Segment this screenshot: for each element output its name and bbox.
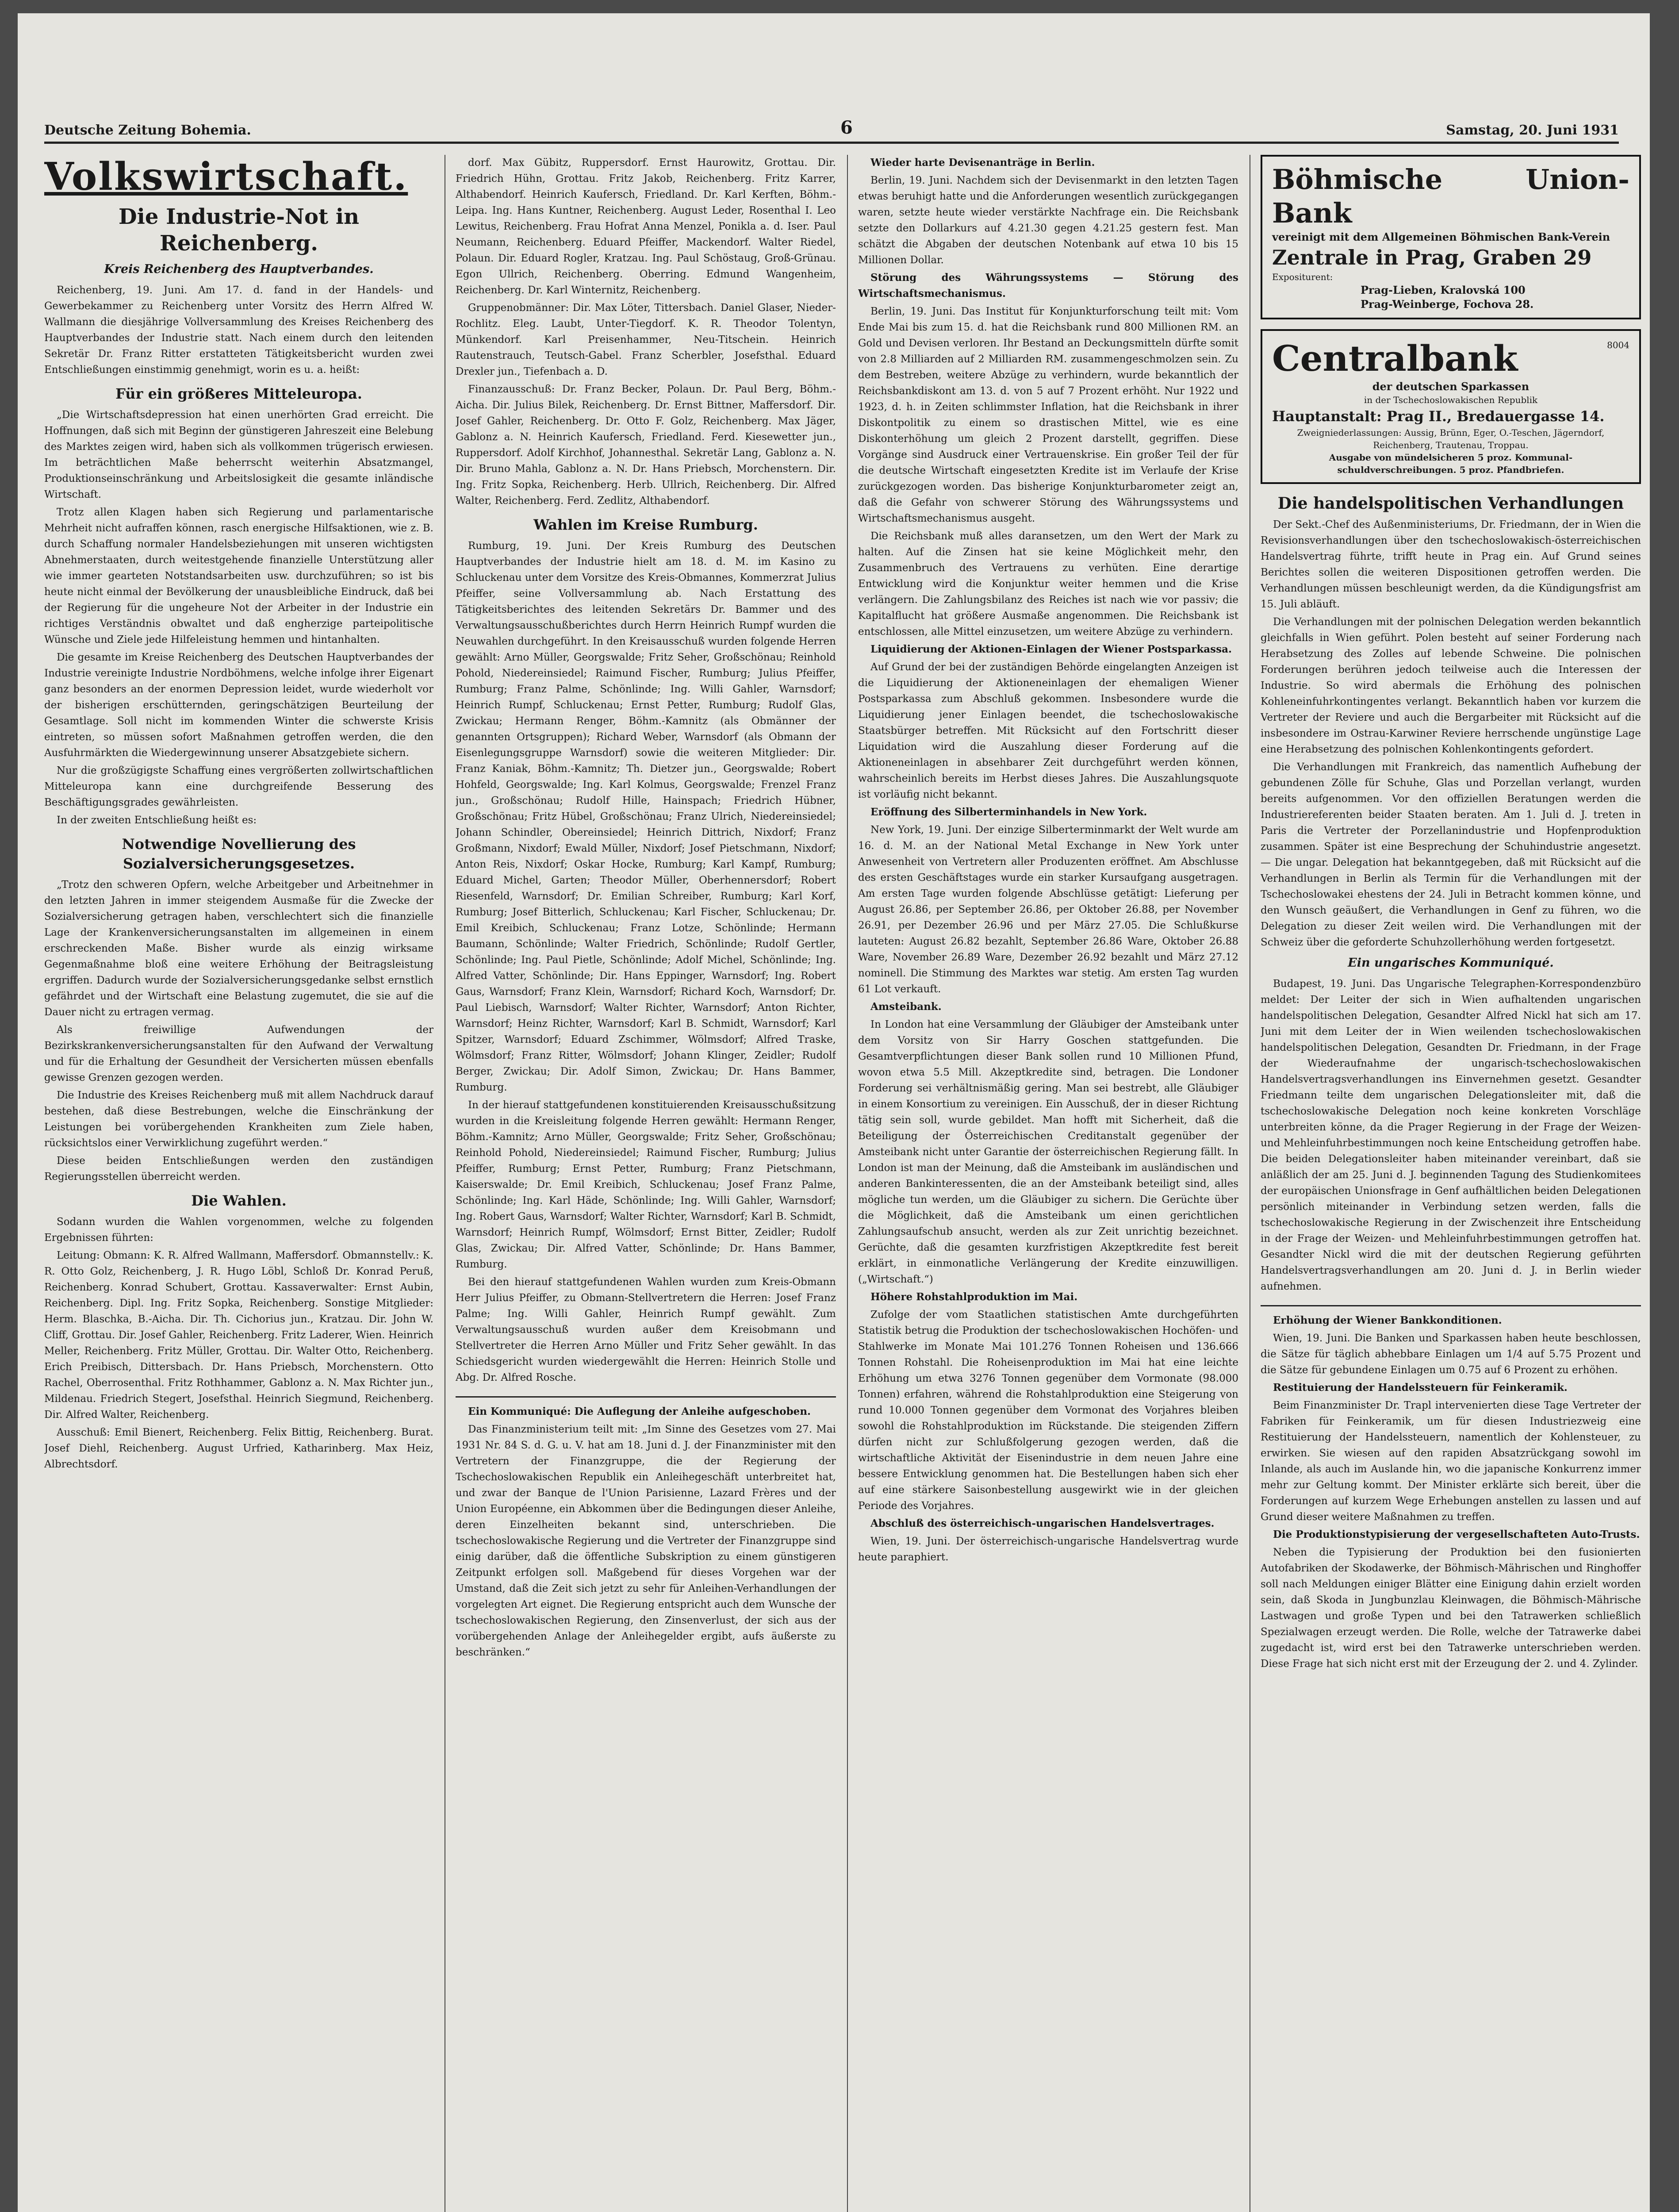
- headline-wahlen-rumburg: Wahlen im Kreise Rumburg.: [533, 516, 758, 533]
- paragraph: Ausschuß: Emil Bienert, Reichenberg. Felix Bittig, Reichenberg. Burat. Josef Diehl, Reichenberg. August Urfried, Katharinberg. Max Heiz, Albrechtsdorf.: [44, 1427, 433, 1470]
- advertisement-centralbank: [1261, 329, 1641, 484]
- newspaper-name: Deutsche Zeitung Bohemia.: [44, 123, 251, 138]
- subheading-sozialversicherung: Notwendige Novellierung des Sozialversicherungsgesetzes.: [122, 836, 356, 872]
- article-subtitle: Kreis Reichenberg des Hauptverbandes.: [104, 262, 374, 276]
- paragraph: Als freiwillige Aufwendungen der Bezirkskrankenversicherungsanstalten für den Aufwand der Verwaltung und für die Erhaltung der Gesundheit der Versicherten müssen ebenfalls gewisse Grenzen gezogen werden.: [44, 1024, 433, 1083]
- headline-bankkonditionen: Erhöhung der Wiener Bankkonditionen.: [1273, 1314, 1502, 1326]
- ad-centralbank-subtitle-2: in der Tschechoslowakischen Republik: [1364, 395, 1538, 405]
- paragraph: Die Industrie des Kreises Reichenberg muß mit allem Nachdruck darauf bestehen, daß diese Bestrebungen, welche die Einschränkung der Leistungen bei vorübergehenden Krankheiten zum Ziele haben, rücksichtslos einer Verwirklichung zugeführt werden.“: [44, 1090, 433, 1149]
- paragraph: Beim Finanzminister Dr. Trapl intervenierten diese Tage Vertreter der Fabriken für Feinkeramik, um für diesen Industriezweig eine Restituierung der Handelssteuern, namentlich der Kohlensteuer, zu erwirken. Sie wiesen auf den rapiden Absatzrückgang sowohl im Inlande, als auch im Auslande hin, wo die japanische Konkurrenz immer mehr zur Geltung kommt. Der Minister erklärte sich bereit, über die Forderungen auf kurzem Wege Erhebungen anstellen zu lassen und auf Grund dieser weitere Maßnahmen zu treffen.: [1261, 1400, 1641, 1523]
- headline-waehrungssystem: Störung des Währungssystems — Störung des Wirtschaftsmechanismus.: [858, 272, 1238, 300]
- ad-centralbank-subtitle: der deutschen Sparkassen: [1372, 380, 1530, 393]
- ad-bank-branch: Prag-Weinberge, Fochova 28.: [1361, 298, 1534, 311]
- paragraph: Zufolge der vom Staatlichen statistischen Amte durchgeführten Statistik betrug die Produktion der tschechoslowakischen Hochöfen- und Stahlwerke im Monate Mai 101.276 Tonnen Roheisen und 136.666 Tonnen Rohstahl. Die Roheisenproduktion im Mai hat eine leichte Erhöhung um etwa 3276 Tonnen gegenüber dem Vormonate (98.000 Tonnen) erfahren, während die Rohstahlproduktion eine Steigerung von rund 10.000 Tonnen gegenüber dem Vormonat des Vorjahres bleiben sowohl die Rohstahlproduktion im Rückstande. Die steigenden Ziffern dürfen nicht zur Schlußfolgerung gezogen werden, daß die wirtschaftliche Aktivität der Eisenindustrie in dem neuen Jahre eine bessere Entwicklung genommen hat. Die Bestellungen haben sich eher auf eine stärkere Saisonbestellung ausgewirkt wie in der gleichen Periode des Vorjahres.: [858, 1309, 1238, 1512]
- headline-handelsvertrag: Abschluß des österreichisch-ungarischen Handelsvertrages.: [870, 1517, 1215, 1529]
- paragraph: Die gesamte im Kreise Reichenberg des Deutschen Hauptverbandes der Industrie vereinigte Industrie Nordböhmens, welche infolge ihrer Eigenart ganz besonders an der enormen Depression leidet, wurde wiederholt vor der bisherigen erschütternden, geringschätzigen Beurteilung der Gesamtlage. Soll nicht im kommenden Winter die schwerste Krisis eintreten, so müssen sofort Maßnahmen getroffen werden, die den Ausfuhrmärkten die Wiedergewinnung unserer Absatzgebiete sichern.: [44, 652, 433, 759]
- paragraph: Rumburg, 19. Juni. Der Kreis Rumburg des Deutschen Hauptverbandes der Industrie hielt am 18. d. M. im Kasino zu Schluckenau unter dem Vorsitze des Kreis-Obmannes, Kommerzrat Julius Pfeiffer, seine Vollversammlung ab. Nach Erstattung des Tätigkeitsberichtes des leitenden Sekretärs Dr. Bammer und des Verwaltungsausschußberichtes durch Herrn Heinrich Rumpf wurden die Neuwahlen durchgeführt. In den Kreisausschuß wurden folgende Herren gewählt: Arno Müller, Georgswalde; Fritz Seher, Großschönau; Reinhold Pohold, Niedereinsiedel; Raimund Fischer, Rumburg; Julius Pfeiffer, Rumburg; Franz Palme, Schönlinde; Ing. Willi Gahler, Warnsdorf; Heinrich Rumpf, Schluckenau; Ernst Petter, Rumburg; Rudolf Glas, Zwickau; Hermann Renger, Böhm.-Kamnitz (als Obmänner der genannten Ortsgruppen); Richard Weber, Warnsdorf (als Obmann der Eisenlegungsgruppe Warnsdorf) sowie die weiteren Mitglieder: Dir. Franz Kaniak, Böhm.-Kamnitz; Th. Dietzer jun., Georgswalde; Robert Hohfeld, Georgswalde; Ing. Karl Kolmus, Georgswalde; Frenzel Franz jun., Großschönau; Rudolf Hille, Hainspach; Friedrich Hübner, Großschönau; Fritz Hübel, Großschönau; Franz Ulrich, Niedereinsiedel; Johann Schindler, Obereinsiedel; Heinrich Dittrich, Nixdorf; Franz Großmann, Nixdorf; Ewald Müller, Nixdorf; Josef Pietschmann, Nixdorf; Anton Reis, Nixdorf; Oskar Hocke, Rumburg; Karl Kampf, Rumburg; Eduard Michel, Garten; Theodor Müller, Oberhennersdorf; Robert Riesenfeld, Warnsdorf; Dr. Emilian Schreiber, Rumburg; Karl Korf, Rumburg; Josef Bitterlich, Schluckenau; Karl Fischer, Schluckenau; Dr. Emil Kreibich, Schluckenau; Franz Lotze, Schönlinde; Hermann Baumann, Schönlinde; Walter Friedrich, Schönlinde; Rudolf Gertler, Schönlinde; Ing. Paul Pietle, Schönlinde; Adolf Michel, Schönlinde; Ing. Alfred Vatter, Schönlinde; Dir. Hans Eppinger, Warnsdorf; Ing. Robert Gaus, Warnsdorf; Franz Klein, Warnsdorf; Richard Koch, Warnsdorf; Dr. Paul Liebisch, Warnsdorf; Walter Richter, Warnsdorf; Anton Richter, Warnsdorf; Heinz Richter, Warnsdorf; Karl B. Schmidt, Warnsdorf; Karl Spitzer, Warnsdorf; Eduard Zschimmer, Wölmsdorf; Alfred Traske, Wölmsdorf; Franz Ritter, Wölmsdorf; Johann Klinger, Zeidler; Rudolf Berger, Zwickau; Dir. Adolf Simon, Zwickau; Dr. Hans Bammer, Rumburg.: [456, 540, 836, 1093]
- paragraph: In der hierauf stattgefundenen konstituierenden Kreisausschußsitzung wurden in die Kreisleitung folgende Herren gewählt: Hermann Renger, Böhm.-Kamnitz; Arno Müller, Georgswalde; Fritz Seher, Großschönau; Reinhold Pohold, Niedereinsiedel; Raimund Fischer, Rumburg; Julius Pfeiffer, Rumburg; Ernst Petter, Rumburg; Franz Pietschmann, Kaiserswalde; Dr. Emil Kreibich, Schluckenau; Josef Franz Palme, Schönlinde; Ing. Karl Häde, Schönlinde; Ing. Willi Gahler, Warnsdorf; Ing. Robert Gaus, Warnsdorf; Walter Richter, Warnsdorf; Karl B. Schmidt, Warnsdorf; Heinrich Rumpf, Wölmsdorf; Ernst Bitter, Zeidler; Rudolf Glas, Zwickau; Dir. Alfred Vatter, Schönlinde; Dr. Hans Bammer, Rumburg.: [456, 1099, 836, 1270]
- ad-bank-name: Böhmische Union-Bank: [1272, 163, 1629, 229]
- section-title: Volkswirtschaft.: [44, 155, 408, 199]
- paragraph: Wien, 19. Juni. Der österreichisch-ungarische Handelsvertrag wurde heute paraphiert.: [858, 1536, 1238, 1563]
- paragraph: Berlin, 19. Juni. Das Institut für Konjunkturforschung teilt mit: Vom Ende Mai bis zum 15. d. hat die Reichsbank rund 800 Millionen RM. an Gold und Devisen verloren. Ihr Bestand an Deckungsmitteln dürfte somit von 2.8 Milliarden auf 2 Milliarden RM. zusammengeschmolzen sein. Zu dem Bestreben, weitere Abzüge zu verhindern, wurde bekanntlich der Reichsbankdiskont am 13. d. von 5 auf 7 Prozent erhöht. Nur 1922 und 1923, d. h. in Zeiten schlimmster Inflation, hat die Reichsbank in ihrer Diskontpolitik zu einem so drastischen Mittel, wie es eine Diskonterhöhung um gleich 2 Prozent darstellt, gegriffen. Diese Vorgänge sind Ausdruck einer Vertrauenskrise. Ein großer Teil der für die deutsche Wirtschaft eingesetzten Kredite ist im Verlaufe der Krise zurückgezogen worden. Das bisherige Konjunkturbarometer zeigt an, daß die Gefahr von schwerer Störung des Währungssystems und Wirtschaftsmechanismus ausgeht.: [858, 306, 1238, 524]
- headline-rohstahlproduktion: Höhere Rohstahlproduktion im Mai.: [870, 1291, 1078, 1303]
- paragraph: Finanzausschuß: Dr. Franz Becker, Polaun. Dr. Paul Berg, Böhm.-Aicha. Dir. Julius Bilek, Reichenberg. Dr. Ernst Bittner, Maffersdorf. Dir. Josef Gahler, Reichenberg. Dr. Otto F. Golz, Reichenberg. Max Jäger, Gablonz a. N. Heinrich Kaufersch, Friedland. Ferd. Kiesewetter jun., Ruppersdorf. Adolf Kirchhof, Johannesthal. Sekretär Lang, Gablonz a. N. Dir. Bruno Mahla, Gablonz a. N. Dr. Hans Priebsch, Morchenstern. Dir. Ing. Fritz Sopka, Reichenberg. Herb. Ullrich, Reichenberg. Dir. Alfred Walter, Reichenberg. Ferd. Zedlitz, Althabendorf.: [456, 384, 836, 507]
- headline-amsteibank: Amsteibank.: [870, 1001, 942, 1013]
- paragraph: Diese beiden Entschließungen werden den zuständigen Regierungsstellen überreicht werden.: [44, 1155, 433, 1183]
- headline-silberterminhandel: Eröffnung des Silberterminhandels in New York.: [870, 806, 1147, 818]
- ad-centralbank-main: Hauptanstalt: Prag II., Bredauergasse 14.: [1272, 408, 1605, 425]
- paragraph: Der Sekt.-Chef des Außenministeriums, Dr. Friedmann, der in Wien die Revisionsverhandlungen über den tschechoslowakisch-österreichischen Handelsvertrag führte, trifft heute in Prag ein. Auf Grund seines Berichtes sollen die weiteren Dispositionen getroffen werden. Die Verhandlungen müssen beschleunigt werden, da die Kündigungsfrist am 15. Juli abläuft.: [1261, 519, 1641, 610]
- headline-industrie-not: Die Industrie-Not in Reichenberg.: [118, 204, 359, 256]
- subheading-mitteleuropa: Für ein größeres Mitteleuropa.: [115, 385, 362, 402]
- column-3: [858, 155, 1238, 2212]
- paragraph: Auf Grund der bei der zuständigen Behörde eingelangten Anzeigen ist die Liquidierung der Aktioneneinlagen der ehemaligen Wiener Postsparkassa zum Abschluß gekommen. Insbesondere wurde die Liquidierung jener Einlagen beendet, die tschechoslowakische Staatsbürger betreffen. Mit Rücksicht auf den Fortschritt dieser Liquidation wird die Auszahlung dieser Forderung auf die Aktioneneinlagen in absehbarer Zeit durchgeführt werden können, wahrscheinlich bereits im Herbst dieses Jahres. Die Auszahlungsquote ist vorläufig nicht bekannt.: [858, 661, 1238, 800]
- ad-code: 8004: [1607, 340, 1629, 350]
- ad-centralbank-note: Ausgabe von mündelsicheren 5 proz. Kommunal-schuldverschreibungen. 5 proz. Pfandbriefen.: [1329, 452, 1573, 475]
- issue-date: Samstag, 20. Juni 1931: [1446, 123, 1619, 138]
- paragraph: Leitung: Obmann: K. R. Alfred Wallmann, Maffersdorf. Obmannstellv.: K. R. Otto Golz, Reichenberg, J. R. Hugo Löbl, Schloß Dr. Konrad Peruß, Reichenberg. Konrad Schubert, Grottau. Kassaverwalter: Ernst Aubin, Reichenberg. Dipl. Ing. Fritz Sopka, Reichenberg. Sonstige Mitglieder: Herm. Blaschka, B.-Aicha. Dir. Th. Cichorius jun., Kratzau. Dir. John W. Cliff, Grottau. Dir. Josef Gahler, Reichenberg. Fritz Laderer, Wien. Heinrich Meller, Reichenberg. Fritz Müller, Grottau. Dir. Walter Otto, Reichenberg. Erich Preibisch, Dittersbach. Dr. Hans Priebsch, Morchenstern. Otto Rachel, Oberrosenthal. Fritz Rothhammer, Gablonz a. N. Max Richter jun., Mildenau. Friedrich Stegert, Josefsthal. Heinrich Siegmund, Reichenberg. Dir. Alfred Walter, Reichenberg.: [44, 1250, 433, 1421]
- paragraph: Bei den hierauf stattgefundenen Wahlen wurden zum Kreis-Obmann Herr Julius Pfeiffer, zu Obmann-Stellvertretern die Herren: Josef Franz Palme; Ing. Willi Gahler, Heinrich Rumpf gewählt. Zum Verwaltungsausschuß wurden außer dem Kreisobmann und Stellvertreter die Herren Arno Müller und Fritz Seher gewählt. In das Schiedsgericht wurden wiedergewählt die Herren: Heinrich Stolle und Abg. Dr. Alfred Rosche.: [456, 1276, 836, 1383]
- separator-rule: [1261, 1305, 1641, 1306]
- paragraph: Nur die großzügigste Schaffung eines vergrößerten zollwirtschaftlichen Mitteleuropa kann eine durchgreifende Besserung des Beschäftigungsgrades gewährleisten.: [44, 765, 433, 808]
- paragraph: In der zweiten Entschließung heißt es:: [57, 814, 257, 826]
- ad-bank-branch: Prag-Lieben, Kralovská 100: [1361, 284, 1526, 296]
- ad-bank-central: Zentrale in Prag, Graben 29: [1272, 246, 1592, 269]
- column-1: [44, 155, 433, 2212]
- page-header: [44, 115, 1619, 144]
- separator-rule: [456, 1396, 836, 1398]
- paragraph: Trotz allen Klagen haben sich Regierung und parlamentarische Mehrheit nicht aufraffen können, rasch energische Hilfsaktionen, wie z. B. durch Schaffung normaler Handelsbeziehungen mit unseren wichtigsten Abnehmerstaaten, durch weitestgehende finanzielle Unterstützung aller wie immer gearteten Notstandsarbeiten usw. durchzuführen; so ist bis heute nicht einmal der Bevölkerung der unausbleibliche Eindruck, daß bei der Regierung für die ungeheure Not der Arbeiter in der Industrie ein richtiges Verständnis obwaltet und daß engherzige parteipolitische Wünsche und Ziele jede Hilfeleistung hemmen und hintanhalten.: [44, 507, 433, 645]
- ad-centralbank-branches: Zweigniederlassungen: Aussig, Brünn, Eger, O.-Teschen, Jägerndorf, Reichenberg, Trautenau, Troppau.: [1297, 427, 1605, 450]
- advertisement-union-bank: [1261, 155, 1641, 319]
- headline-devisen: Wieder harte Devisenanträge in Berlin.: [870, 157, 1095, 169]
- paragraph: Reichenberg, 19. Juni. Am 17. d. fand in der Handels- und Gewerbekammer zu Reichenberg unter Vorsitz des Herrn Alfred W. Wallmann die diesjährige Vollversammlung des Kreises Reichenberg des Hauptverbandes der Industrie statt. Nach einem durch den leitenden Sekretär Dr. Franz Ritter erstatteten Tätigkeitsbericht wurden zwei Entschließungen einstimmig genehmigt, worin es u. a. heißt:: [44, 284, 433, 376]
- headline-postsparkassa: Liquidierung der Aktionen-Einlagen der Wiener Postsparkassa.: [870, 643, 1232, 655]
- paragraph: „Die Wirtschaftsdepression hat einen unerhörten Grad erreicht. Die Hoffnungen, daß sich mit Beginn der günstigeren Jahreszeit eine Belebung des Marktes zeigen wird, haben sich als vollkommen trügerisch erwiesen. Im beträchtlichen Maße beherrscht weiterhin Absatzmangel, Produktionseinschränkung und Arbeitslosigkeit die gesamte inländische Wirtschaft.: [44, 409, 433, 500]
- paragraph: Budapest, 19. Juni. Das Ungarische Telegraphen-Korrespondenzbüro meldet: Der Leiter der sich in Wien aufhaltenden ungarischen handelspolitischen Delegation, Gesandter Alfred Nickl hat sich am 17. Juni mit dem Leiter der in Wien weilenden tschechoslowakischen handelspolitischen Delegation, Gesandten Dr. Friedmann, in der Frage der Wiederaufnahme der ungarisch-tschechoslowakischen Handelsvertragsverhandlungen ins Einvernehmen gesetzt. Gesandter Friedmann teilte dem ungarischen Delegationsleiter mit, daß die tschechoslowakische Delegation noch keine konkreten Vorschläge unterbreiten könne, da die Prager Regierung in der Frage der Weizen- und Mehleinfuhrbestimmungen noch keine Entscheidung getroffen habe. Die beiden Delegationsleiter haben miteinander vereinbart, daß sie anläßlich der am 25. Juni d. J. beginnenden Tagung des Studienkomitees der europäischen Unionsfrage in Genf aufhältlichen beiden Delegationen persönlich miteinander in Verbindung setzen werden, falls die tschechoslowakische Regierung in der Zwischenzeit ihre Entscheidung in der Frage der Weizen- und Mehleinfuhrbestimmungen getroffen hat. Gesandter Nickl wird die mit der deutschen Regierung geführten Handelsvertragsverhandlungen am 20. Juni d. J. in Berlin wieder aufnehmen.: [1261, 978, 1641, 1292]
- column-divider: [847, 155, 848, 2212]
- headline-auto-trusts: Die Produktionstypisierung der vergesellschafteten Auto-Trusts.: [1273, 1528, 1640, 1540]
- ad-bank-subtitle: vereinigt mit dem Allgemeinen Böhmischen Bank-Verein: [1272, 230, 1610, 243]
- paragraph: Sodann wurden die Wahlen vorgenommen, welche zu folgenden Ergebnissen führten:: [44, 1216, 433, 1244]
- headline-feinkeramik: Restituierung der Handelssteuern für Feinkeramik.: [1273, 1382, 1568, 1394]
- newspaper-page: [18, 13, 1650, 2212]
- column-2: [456, 155, 836, 2212]
- paragraph: Die Verhandlungen mit der polnischen Delegation werden bekanntlich gleichfalls in Wien geführt. Polen besteht auf seiner Forderung nach Herabsetzung des Zolles auf lebende Schweine. Die polnischen Forderungen berühren jedoch teilweise auch die Interessen der Industrie. So wird abermals die Erhöhung des polnischen Kohleneinfuhrkontingentes verlangt. Bekanntlich haben vor kurzem die Vertreter der Reviere und auch die Bergarbeiter mit Rücksicht auf die insbesondere im Ostrau-Karwiner Reviere herrschende ungünstige Lage eine Herabsetzung des polnischen Kohlenkontingents gefordert.: [1261, 616, 1641, 755]
- paragraph: „Trotz den schweren Opfern, welche Arbeitgeber und Arbeitnehmer in den letzten Jahren in immer steigendem Ausmaße für die Zwecke der Sozialversicherung getragen haben, verschlechtert sich die finanzielle Lage der Krankenversicherungsanstalten im allgemeinen in einem erschreckenden Maße. Bisher wurde als einzig wirksame Gegenmaßnahme bloß eine weitere Erhöhung der Beitragsleistung ergriffen. Dadurch wurde der Sozialversicherungsgedanke selbst ernstlich gefährdet und der Wirtschaft eine Belastung zugemutet, die sie auf die Dauer nicht zu ertragen vermag.: [44, 879, 433, 1018]
- paragraph: Wien, 19. Juni. Die Banken und Sparkassen haben heute beschlossen, die Sätze für täglich abhebbare Einlagen um 1/4 auf 5.75 Prozent und die Sätze für gebundene Einlagen um 0.75 auf 6 Prozent zu erhöhen.: [1261, 1333, 1641, 1376]
- headline-handelspolitische-verhandlungen: Die handelspolitischen Verhandlungen: [1277, 494, 1624, 513]
- paragraph: New York, 19. Juni. Der einzige Silberterminmarkt der Welt wurde am 16. d. M. an der National Metal Exchange in New York unter Anwesenheit von Vertretern aller Produzenten eröffnet. Am Abschlusse des ersten Geschäftstages wurde ein starker Kursaufgang ausgetragen. Am ersten Tage wurden folgende Abschlüsse getätigt: Lieferung per August 26.86, per September 26.86, per Oktober 26.88, per November 26.91, per Dezember 26.96 und per März 27.05. Die Schlußkurse lauteten: August 26.82 bezahlt, September 26.86 Ware, Oktober 26.88 Ware, November 26.89 Ware, Dezember 26.92 bezahlt und März 27.12 nominell. Die Stimmung des Marktes war stetig. Am ersten Tag wurden 61 Lot verkauft.: [858, 824, 1238, 995]
- ad-bank-branches-label: Expositurent:: [1272, 272, 1333, 282]
- column-4: [1261, 155, 1641, 2212]
- paragraph: Die Reichsbank muß alles daransetzen, um den Wert der Mark zu halten. Auf die Zinsen hat sie keine Möglichkeit mehr, den Zusammenbruch des Vertrauens zu verhüten. Eine derartige Entwicklung wird die Konjunktur weiter hemmen und die Krise verlängern. Die Zahlungsbilanz des Reiches ist nach wie vor passiv; die Kapitalflucht hat größere Ausmaße angenommen. Die Reichsbank ist entschlossen, alle Mittel einzusetzen, um weitere Abzüge zu verhindern.: [858, 530, 1238, 637]
- page-number: 6: [840, 117, 853, 138]
- subheading-wahlen: Die Wahlen.: [191, 1192, 287, 1209]
- paragraph: Gruppenobmänner: Dir. Max Löter, Tittersbach. Daniel Glaser, Nieder-Rochlitz. Eleg. Laubt, Unter-Tiegdorf. K. R. Theodor Tolentyn, Münkendorf. Karl Preisenhammer, Neu-Titschein. Heinrich Rautenstrauch, Teutsch-Gabel. Franz Scherbler, Josefsthal. Eduard Drexler jun., Tiefenbach a. D.: [456, 302, 836, 377]
- paragraph: dorf. Max Gübitz, Ruppersdorf. Ernst Haurowitz, Grottau. Dir. Friedrich Hühn, Grottau. Fritz Jakob, Reichenberg. Fritz Karrer, Althabendorf. Heinrich Kaufersch, Friedland. Dr. Karl Kerften, Böhm.-Leipa. Ing. Hans Kuntner, Reichenberg. August Leder, Rosenthal I. Leo Lewitus, Reichenberg. Frau Hofrat Anna Menzel, Ponikla a. d. Iser. Paul Neumann, Reichenberg. Eduard Pfeiffer, Mackendorf. Walter Riedel, Polaun. Dir. Eduard Rogler, Kratzau. Ing. Paul Schöstaug, Groß-Grünau. Egon Ullrich, Reichenberg. Oberring. Edmund Wangenheim, Reichenberg. Dr. Karl Winternitz, Reichenberg.: [456, 157, 836, 296]
- paragraph: In London hat eine Versammlung der Gläubiger der Amsteibank unter dem Vorsitz von Sir Harry Goschen stattgefunden. Die Gesamtverpflichtungen dieser Bank sollen rund 10 Millionen Pfund, wovon etwa 5.5 Mill. Akzeptkredite sind, betragen. Die Londoner Forderung sei verhältnismäßig gering. Man sei bestrebt, alle Gläubiger in einem Konsortium zu vereinigen. Ein Ausschuß, der in dieser Richtung tätig sein soll, wurde gebildet. Man hofft mit Sicherheit, daß die Beteiligung der Österreichischen Creditanstalt gegenüber der Amsteibank nicht unter Garantie der österreichischen Regierung fällt. In London ist man der Meinung, daß die Amsteibank im ausländischen und anderen Bankinteressenten, die an der Amsteibank beteiligt sind, alles mögliche tun werden, um die Gläubiger zu sichern. Die Gerüchte über die Möglichkeit, daß die Amsteibank um einen gerichtlichen Zahlungsaufschub ansucht, werden als zur Zeit unrichtig bezeichnet. Gerüchte, daß die gesamten kurzfristigen Akzeptkredite fest bereit erklärt, in einmonatliche Verlängerung der Kredite einzuwilligen. („Wirtschaft.“): [858, 1019, 1238, 1285]
- headline-kommunique: Ein Kommuniqué: Die Auflegung der Anleihe aufgeschoben.: [468, 1406, 811, 1417]
- headline-ungarisches-kommunique: Ein ungarisches Kommuniqué.: [1348, 956, 1554, 970]
- paragraph: Neben die Typisierung der Produktion bei den fusionierten Autofabriken der Skodawerke, der Böhmisch-Mährischen und Ringhoffer soll nach Meldungen einiger Blätter eine Einigung dahin erzielt worden sein, daß Skoda in Jungbunzlau Kleinwagen, die Böhmisch-Mährische Lastwagen und große Typen und bei den Tatrawerken schließlich Spezialwagen erzeugt werden. Die Rolle, welche der Tatrawerke dabei zugedacht ist, wird erst bei den Tatrawerke unterschrieben werden. Diese Frage hat sich nicht erst mit der Erzeugung der 2. und 4. Zylinder.: [1261, 1547, 1641, 1670]
- paragraph: Die Verhandlungen mit Frankreich, das namentlich Aufhebung der gebundenen Zölle für Schuhe, Glas und Porzellan verlangt, wurden bereits aufgenommen. Vor den offiziellen Beratungen werden die Industriereferenten beider Staaten beraten. Am 1. Juli d. J. treten in Paris die Vertreter der Porzellanindustrie und Hopfenproduktion zusammen. Später ist eine Besprechung der Schuhindustrie angesetzt. — Die ungar. Delegation hat bekanntgegeben, daß mit Rücksicht auf die Verhandlungen in Berlin als Termin für die Verhandlungen mit der Tschechoslowakei ehestens der 24. Juli in Betracht kommen könne, und den Wunsch geäußert, die Verhandlungen in Genf zu führen, wo die Delegation zu dieser Zeit weilen wird. Die Verhandlungen mit der Schweiz über die geforderte Schuhzollerhöhung werden fortgesetzt.: [1261, 761, 1641, 948]
- paragraph: Das Finanzministerium teilt mit: „Im Sinne des Gesetzes vom 27. Mai 1931 Nr. 84 S. d. G. u. V. hat am 18. Juni d. J. der Finanzminister mit den Vertretern der Finanzgruppe, die der Regierung der Tschechoslowakischen Republik ein Anleihegeschäft unterbreitet hat, und zwar der Banque de l'Union Parisienne, Lazard Frères und der Union Européenne, ein Abkommen über die Bedingungen dieser Anleihe, deren Einzelheiten bekannt sind, unterschrieben. Die tschechoslowakische Regierung und die Vertreter der Finanzgruppe sind einig darüber, daß die öffentliche Subskription zu einem günstigeren Zeitpunkt erfolgen soll. Maßgebend für dieses Vorgehen war der Umstand, daß die Zeit sich jetzt zu sehr für Anleihen-Verhandlungen der vorgelegten Art eignet. Die Regierung entspricht auch dem Wunsche der tschechoslowakischen Regierung, den Zinsenverlust, der sich aus der vorübergehenden Anlage der Anleihegelder ergibt, aufs äußerste zu beschränken.“: [456, 1424, 836, 1658]
- ad-centralbank-name: Centralbank: [1272, 338, 1518, 379]
- paragraph: Berlin, 19. Juni. Nachdem sich der Devisenmarkt in den letzten Tagen etwas beruhigt hatte und die Anforderungen wesentlich zurückgegangen waren, setzte heute wieder verstärkte Nachfrage ein. Die Reichsbank setzte den Dollarkurs auf 4.21.30 gegen 4.21.25 gestern fest. Man schätzt die Abgaben der deutschen Notenbank auf etwa 10 bis 15 Millionen Dollar.: [858, 175, 1238, 266]
